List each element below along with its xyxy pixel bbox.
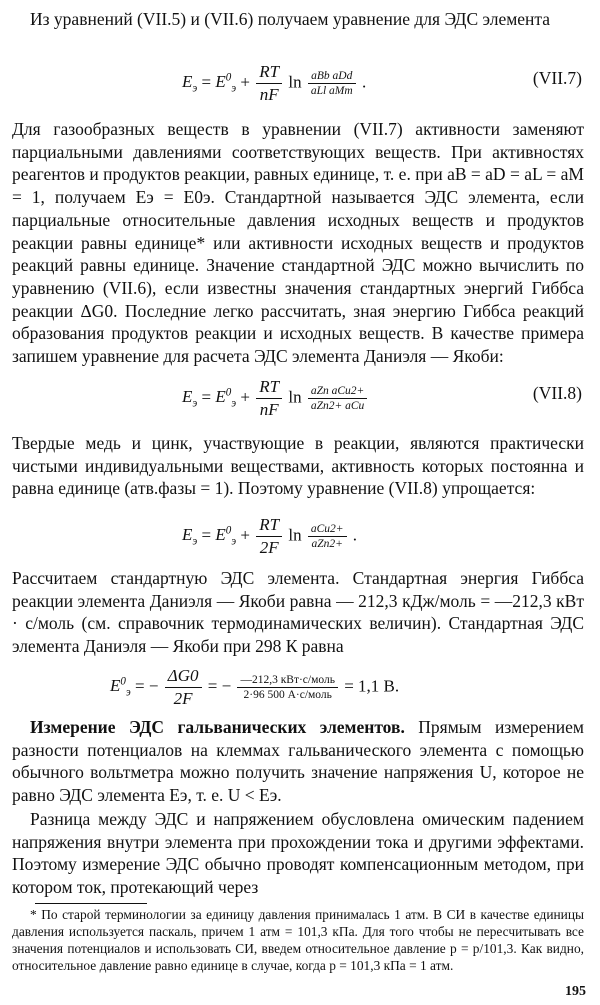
daniell-activity-ratio: $\frac{\text{aZn aCu2+}}{\text{aZn2+ aCu}}$ — [308, 385, 367, 412]
intro-paragraph: Из уравнений (VII.5) и (VII.6) получаем уравнение для ЭДС элемента — [30, 9, 551, 29]
equation-number-vii7: (VII.7) — [532, 68, 582, 88]
standard-emf-paragraph: Рассчитаем стандартную ЭДС элемента. Стандартная энергия Гиббса реакции элемента Даниэля — Якоби равна — 212,3 кДж/моль = —212,3 кВт · с/моль (см. справочник термодинамических величин). Стандартная ЭДС элемента Даниэля — Якоби при 298 К равна — [12, 568, 584, 657]
gas-activities-paragraph: Для газообразных веществ в уравнении (VII.7) активности заменяют парциальными давлениями соответствующих веществ. При активностях реагентов и продуктов реакции, равных единице, т. е. при aB = aD = aL = aM = 1, получаем Eэ = E0э. Стандартной называется ЭДС элемента, если парциальные относительные давления исходных веществ и продуктов реакции равны единице* или активности исходных веществ и продуктов реакций равны единице. Значение стандартной ЭДС можно вычислить по уравнению (VII.6), если известны значения стандартных энергий Гиббса реакции ΔG0. Последние легко рассчитать, зная энергию Гиббса реакций образования продуктов реакции и исходных веществ. В качестве примера запишем уравнение для расчета ЭДС элемента Даниэля — Якоби: — [12, 119, 584, 367]
measurement-section: Измерение ЭДС гальванических элементов. Прямым измерением разности потенциалов на клеммах гальванического элемента с помощью обычного вольтметра можно получить значение напряжения U, которое не равно ЭДС элемента Eэ, т. е. U < Eэ. — [12, 717, 585, 806]
footnote: * По старой терминологии за единицу давления принималась 1 атм. В СИ в качестве единицы давления используется паскаль, причем 1 атм = 101,3 кПа. Для того чтобы не пересчитывать все значения потенциалов и использовать СИ, введем относительное давление p = p/101,3. Как видно, относительное давление равно единице в случае, когда p = 101,3 кПа = 1 атм. — [12, 907, 584, 973]
page-number: 195 — [565, 984, 586, 999]
compensation-method-paragraph: Разница между ЭДС и напряжением обусловлена омическим падением напряжения внутри элемента при прохождении тока и другими эффектами. Поэтому измерение ЭДС обычно проводят компенсационным методом, при котором ток, протекающий через — [12, 809, 584, 898]
rt-over-nf: $\frac{RT}{nF}$ — [256, 62, 282, 105]
section-heading: Измерение ЭДС гальванических элементов. — [30, 717, 405, 737]
activity-ratio: $\frac{\text{aBb aDd}}{\text{aLl aMm}}$ — [308, 70, 356, 97]
book-page: Из уравнений (VII.5) и (VII.6) получаем уравнение для ЭДС элемента $E_э = E^0_э$ + $\frac{RT}{nF}$ ln $\frac{\text{aBb aDd}}{\text{aLl aMm}}$ . (VII.7) Для газообразных веществ в уравнении (VII.7) активности заменяют парциальными давлениями соответствующих веществ. При активностях реагентов и продуктов реакции, равных единице, т. е. при aB = aD = aL = aM = 1, получаем Eэ = E0э. Стандартной называется ЭДС элемента, если парциальные относительные давления исходных веществ и продуктов реакции равны единице* или активности исходных веществ и продуктов реакций равны единице. Значение стандартной ЭДС можно вычислить по уравнению (VII.6), если известны значения стандартных энергий Гиббса реакции ΔG0. Последние легко рассчитать, зная энергию Гиббса реакций образования продуктов реакции и исходных веществ. В качестве примера запишем уравнение для расчета ЭДС элемента Даниэля — Якоби: $E_э = E^0_э$ + $\frac{RT}{nF}$ ln $\frac{\text{aZn aCu2+}}{\text{aZn2+ aCu}}$ (VII.8) Твердые медь и цинк, участвующие в реакции, являются практически чистыми индивидуальными веществами, активность которых постоянна и равна единице (aтв.фазы = 1). Поэтому уравнение (VII.8) упрощается: $E_э = E^0_э$ + $\frac{RT}{2F}$ ln $\frac{\text{aCu2+}}{\text{aZn2+}}$ . Рассчитаем стандартную ЭДС элемента. Стандартная энергия Гиббса реакции элемента Даниэля — Якоби равна — 212,3 кДж/моль = —212,3 кВт · с/моль (см. справочник термодинамических величин). Стандартная ЭДС элемента Даниэля — Якоби при 298 К равна $E^0_э$ = − $\frac{\Delta G0}{2F}$ = − $\frac{\text{—212,3 кВт·с/моль}}{\text{2·96 500 А·с/моль}}$ = 1,1 В. Измерение ЭДС гальванических элементов. Прямым измерением разности потенциалов на клеммах гальванического элемента с помощью обычного вольтметра можно получить значение напряжения U, которое не равно ЭДС элемента Eэ, т. е. U < Eэ. Разница между ЭДС и напряжением обусловлена омическим падением напряжения внутри элемента при прохождении тока и другими эффектами. Поэтому измерение ЭДС обычно проводят компенсационным методом, при котором ток, протекающий через * По старой терминологии за единицу давления принималась 1 атм. В СИ в качестве единицы давления используется паскаль, причем 1 атм = 101,3 кПа. Для того чтобы не пересчитывать все значения потенциалов и использовать СИ, введем относительное давление p = p/101,3. Как видно, относительное давление равно единице в случае, когда p = 101,3 кПа = 1 атм. 195 — [12, 9, 586, 999]
footnote-rule — [35, 903, 147, 904]
emf-symbol: $E_э$ — [182, 72, 198, 95]
equation-number-vii8: (VII.8) — [532, 383, 582, 403]
solid-metals-paragraph: Твердые медь и цинк, участвующие в реакции, являются практически чистыми индивидуальными веществами, активность которых постоянна и равна единице (aтв.фазы = 1). Поэтому уравнение (VII.8) упрощается: — [12, 433, 584, 499]
